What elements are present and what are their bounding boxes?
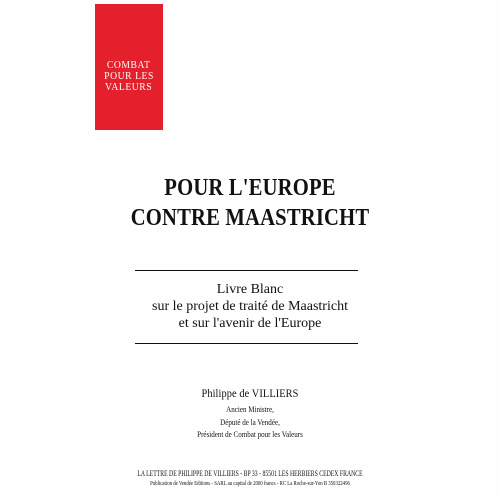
- title-line-1: POUR L'EUROPE: [164, 175, 336, 201]
- combat-pour-les-valeurs-badge: [95, 4, 163, 130]
- publisher-legal: Publication de Vendée Editions - SARL au capital de 2000 francs - RC La Roche-sur-Yon B 350322496: [150, 480, 350, 487]
- author-name: Philippe de VILLIERS: [201, 388, 299, 400]
- badge-line-2: POUR LES: [104, 71, 154, 82]
- publisher-address: LA LETTRE DE PHILIPPE DE VILLIERS - BP 33 - 85501 LES HERBIERS CEDEX FRANCE: [137, 469, 363, 478]
- subtitle-line-3: et sur l'avenir de l'Europe: [178, 316, 322, 331]
- author-role-1: Ancien Ministre,: [226, 405, 274, 414]
- subtitle-line-1: Livre Blanc: [216, 282, 284, 297]
- subtitle-line-2: sur le projet de traité de Maastricht: [152, 299, 348, 314]
- divider-bottom: [135, 343, 358, 344]
- badge-line-3: VALEURS: [105, 82, 153, 93]
- author-role-2: Député de la Vendée,: [220, 418, 280, 427]
- divider-top: [135, 270, 358, 271]
- title-line-2: CONTRE MAASTRICHT: [130, 205, 370, 231]
- badge-line-1: COMBAT: [107, 60, 151, 71]
- author-role-3: Président de Combat pour les Valeurs: [197, 430, 303, 439]
